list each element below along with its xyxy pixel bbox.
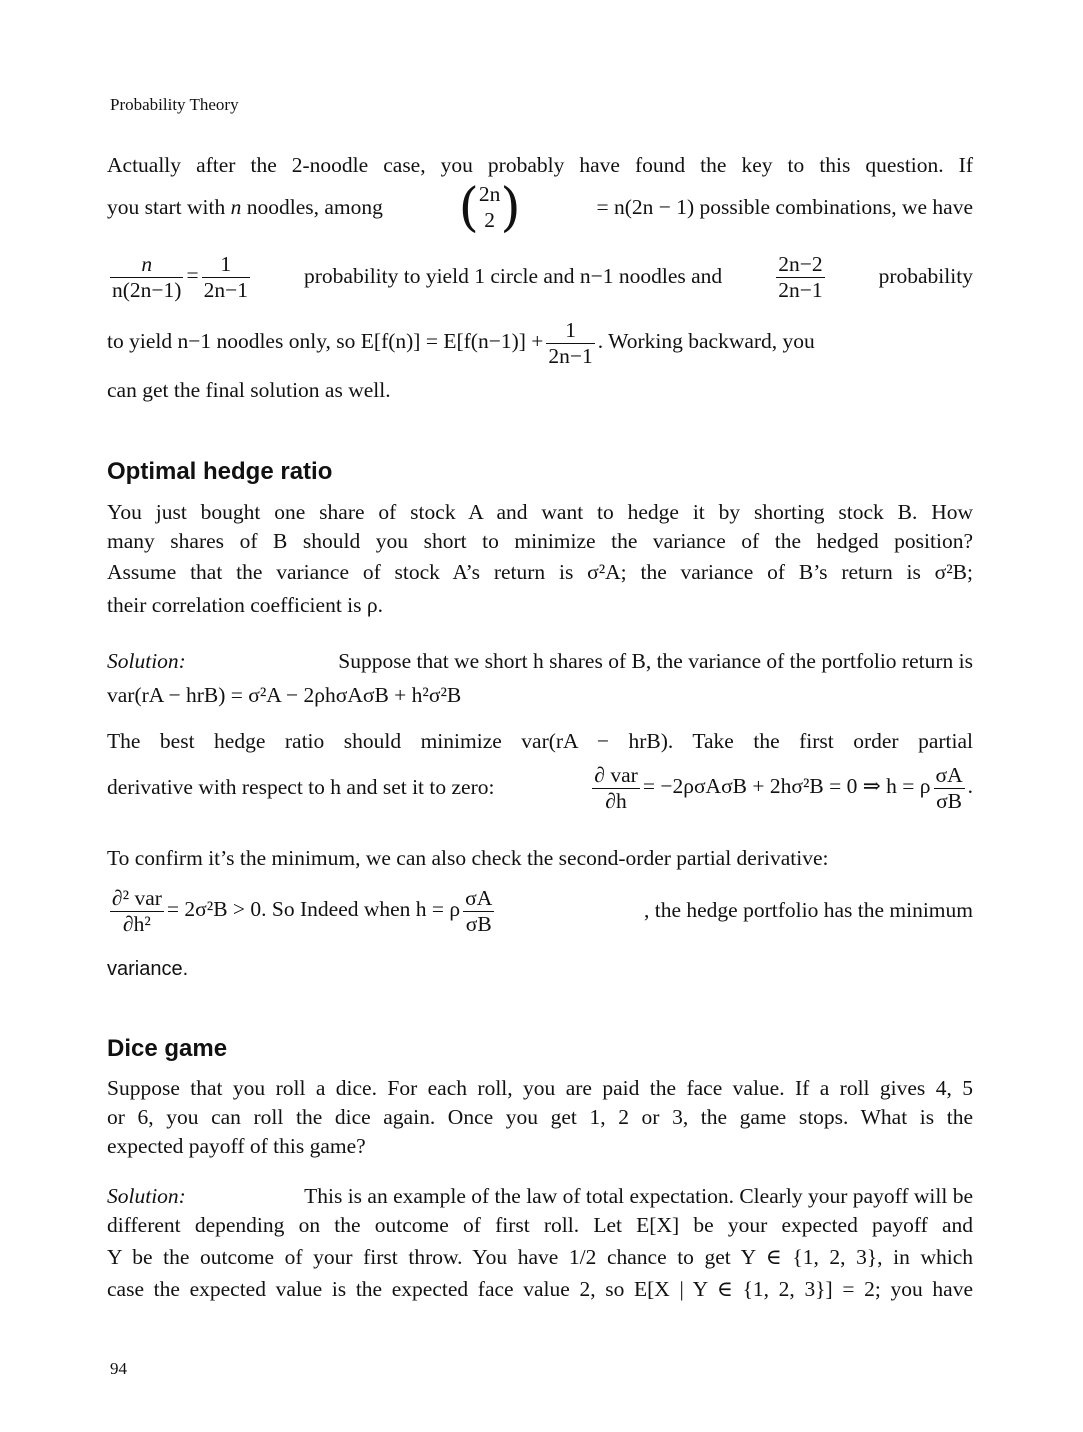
fraction-1: $\frac{n}{n(2n-1)}$ [112,252,182,302]
hedge-sol-line-1-text: Suppose that we short h shares of B, the variance of the portfolio return is [338,649,973,673]
ratio-fraction: $\frac{\sigma A}{\sigma B}$ [935,763,963,813]
dice-sol-line-1 [107,1184,973,1210]
second-derivative-fraction: $\frac{\text{∂² var}}{\text{∂h²}}$ [112,886,162,936]
fraction-4: $\frac{1}{2n-1}$ [548,318,593,368]
hedge-best-line-2-a: derivative with respect to h and set it to zero: [107,775,495,800]
hedge-variance-word: variance. [107,958,189,980]
fraction-3: $\frac{2n-2}{2n-1}$ [778,252,823,302]
intro-line-5: can get the final solution as well. [107,378,391,402]
ratio-fraction-2: $\frac{\sigma A}{\sigma B}$ [465,886,493,936]
hedge-sol-line-1 [107,649,973,675]
hedge-q-line-4: their correlation coefficient is ρ. [107,593,383,617]
first-derivative-fraction: $\frac{\text{∂ var}}{\partial h}$ [594,763,638,813]
hedge-q-line-2: many shares of B should you short to minimize the variance of the hedged position? [107,529,973,553]
second-order-b: , the hedge portfolio has the minimum [643,898,973,923]
dice-sol-line-1-text: This is an example of the law of total expectation. Clearly your payoff will be [304,1184,973,1208]
binomial: ( 2n 2 ) [458,178,521,238]
dice-sol-line-2: different depending on the outcome of first roll. Let E[X] be your expected payoff and [107,1213,973,1237]
dice-q-line-1: Suppose that you roll a dice. For each roll, you are paid the face value. If a roll gives 4, 5 [107,1076,973,1100]
dice-sol-line-3: Y be the outcome of your first throw. You have 1/2 chance to get Y ∈ {1, 2, 3}, in which [107,1245,973,1269]
intro-line-2-c: = n(2n − 1) possible combinations, we have [596,195,973,220]
fractions-group: $\frac{n}{n(2n-1)}$ = $\frac{1}{2n-1}$ [112,252,248,302]
dice-sol-line-4: case the expected value is the expected face value 2, so E[X | Y ∈ {1, 2, 3}] = 2; you have [107,1277,973,1301]
intro-line-3 [107,252,973,302]
page-number: 94 [110,1359,127,1378]
intro-line-2-a: you start with n noodles, among [107,195,383,220]
intro-line-3-end: probability [878,264,973,289]
derivative-equation: $\frac{\text{∂ var}}{\partial h}$ = −2ρσAσB + 2hσ²B = 0 ⇒ h = ρ $\frac{\sigma A}{\sigma B}$ . [594,763,973,813]
hedge-best-line-2 [107,763,973,813]
second-order-a: $\frac{\text{∂² var}}{\text{∂h²}}$ = 2σ²B > 0. So Indeed when h = ρ $\frac{\sigma A}{\sigma B}$ [112,886,493,936]
intro-line-3-mid: probability to yield 1 circle and n−1 noodles and [304,264,723,289]
intro-line-1: Actually after the 2-noodle case, you probably have found the key to this question. If [107,153,973,177]
dice-q-line-3: expected payoff of this game? [107,1134,366,1158]
solution-label-dice: Solution: [107,1184,186,1208]
hedge-confirm: To confirm it’s the minimum, we can also check the second-order partial derivative: [107,846,829,870]
section-title-dice: Dice game [107,1035,228,1062]
hedge-second-order [107,886,973,936]
solution-label: Solution: [107,649,186,673]
intro-line-4 [107,318,973,368]
binom-top: 2n [478,182,501,207]
hedge-q-line-3: Assume that the variance of stock A’s return is σ²A; the variance of B’s return is σ²B; [107,560,973,584]
hedge-q-line-1: You just bought one share of stock A and want to hedge it by shorting stock B. How [107,500,973,524]
intro-line-4-a: to yield n−1 noodles only, so E[f(n)] = E[f(n−1)] + $\frac{1}{2n-1}$ . Working backward, you [107,318,815,368]
intro-line-2 [107,178,973,238]
running-header: Probability Theory [110,95,239,114]
section-title-hedge: Optimal hedge ratio [107,458,333,485]
fraction-2: $\frac{1}{2n-1}$ [203,252,248,302]
hedge-best-line-1: The best hedge ratio should minimize var(rA − hrB). Take the first order partial [107,729,973,753]
dice-q-line-2: or 6, you can roll the dice again. Once you get 1, 2 or 3, the game stops. What is the [107,1105,973,1129]
hedge-variance-formula: var(rA − hrB) = σ²A − 2ρhσAσB + h²σ²B [107,683,462,707]
binom-bottom: 2 [484,208,496,232]
